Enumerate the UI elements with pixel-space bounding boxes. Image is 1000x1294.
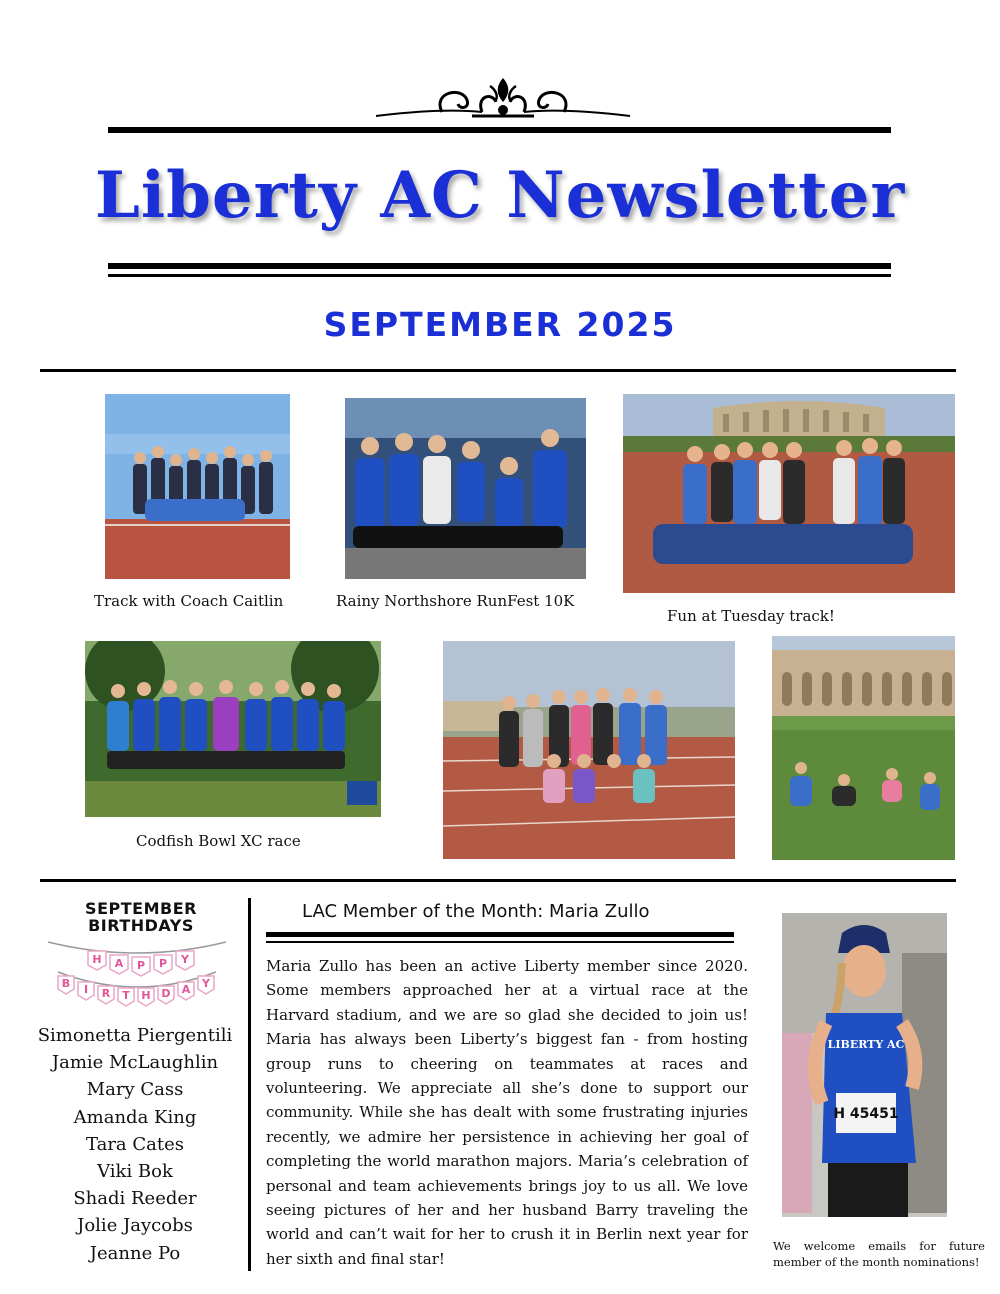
member-of-month-body: Maria Zullo has been an active Liberty member since 2020. Some members approached her at a virtual race at the Harvard stadium, and we are so glad she decided to join us! Maria has always been Liberty’s biggest fan - from hosting group runs to cheering on teammates at races and volunteering. We appreciate all she’s done to support our community. While she has dealt with some frustrating injuries recently, we admire her persistence in achieving her goal of completing the world marathon majors. Maria’s celebration of personal and team achievements brings joy to us all. We love seeing pictures of her and her husband Barry traveling the world and can’t wait for her to crush it in Berlin next year for her sixth and final star! xyxy=(266,957,748,1268)
svg-text:P: P xyxy=(136,959,146,972)
jersey-text: LIBERTY AC xyxy=(827,1038,905,1051)
svg-text:H: H xyxy=(141,989,151,1002)
photo-stadium-grass-stretch xyxy=(772,636,955,860)
birthday-name: Viki Bok xyxy=(97,1161,173,1183)
happy-birthday-banner xyxy=(44,938,230,1012)
column-divider xyxy=(248,898,251,1271)
ornament-flourish xyxy=(372,72,634,124)
masthead-bottom-rule-2 xyxy=(108,274,891,277)
birthday-name: Jolie Jaycobs xyxy=(77,1215,193,1237)
caption-photo-2: Rainy Northshore RunFest 10K xyxy=(336,592,575,610)
birthdays-heading-line1: SEPTEMBER xyxy=(85,899,197,918)
svg-text:H: H xyxy=(92,953,102,966)
caption-photo-1: Track with Coach Caitlin xyxy=(94,592,284,610)
svg-text:Y: Y xyxy=(181,953,189,966)
svg-text:P: P xyxy=(158,957,168,970)
svg-text:A: A xyxy=(181,983,191,996)
photo-codfish-bowl xyxy=(85,641,381,817)
section-divider-bottom xyxy=(40,879,956,882)
birthday-name: Amanda King xyxy=(73,1106,197,1128)
bib-number: H 45451 xyxy=(833,1106,899,1122)
feature-heading-rule-1 xyxy=(266,932,734,937)
birthday-name: Shadi Reeder xyxy=(73,1188,197,1210)
issue-date: SEPTEMBER 2025 xyxy=(323,305,677,344)
birthdays-heading-line2: BIRTHDAYS xyxy=(88,916,194,935)
photo-maria-zullo xyxy=(782,913,947,1217)
newsletter-title: Liberty AC Newsletter xyxy=(94,158,906,233)
birthday-name: Simonetta Piergentili xyxy=(37,1025,233,1046)
birthday-name: Jeanne Po xyxy=(89,1242,181,1264)
masthead-bottom-rule-1 xyxy=(108,263,891,269)
svg-text:B: B xyxy=(61,977,71,990)
caption-photo-3: Fun at Tuesday track! xyxy=(667,607,835,625)
svg-text:A: A xyxy=(114,957,124,970)
nominations-note: We welcome emails for future member of the month nominations! xyxy=(773,1239,985,1269)
svg-text:Y: Y xyxy=(202,977,210,990)
birthday-list xyxy=(30,1022,240,1267)
feature-heading-rule-2 xyxy=(266,941,734,943)
photo-northshore-runfest xyxy=(345,398,586,579)
birthdays-heading xyxy=(60,900,222,934)
section-divider-top xyxy=(40,369,956,372)
svg-text:T: T xyxy=(122,989,130,1002)
photo-tuesday-track xyxy=(623,394,955,593)
masthead-top-rule xyxy=(108,127,891,133)
svg-text:D: D xyxy=(161,987,171,1000)
svg-text:I: I xyxy=(83,983,89,996)
photo-stadium-track-group xyxy=(443,641,735,859)
photo-track-coach-caitlin xyxy=(105,394,290,579)
caption-photo-4: Codfish Bowl XC race xyxy=(136,832,301,850)
svg-text:R: R xyxy=(101,987,111,1000)
birthday-name: Tara Cates xyxy=(85,1133,185,1155)
birthday-name: Jamie McLaughlin xyxy=(51,1052,219,1074)
birthday-name: Mary Cass xyxy=(86,1079,184,1101)
member-of-month-heading: LAC Member of the Month: Maria Zullo xyxy=(302,901,650,922)
